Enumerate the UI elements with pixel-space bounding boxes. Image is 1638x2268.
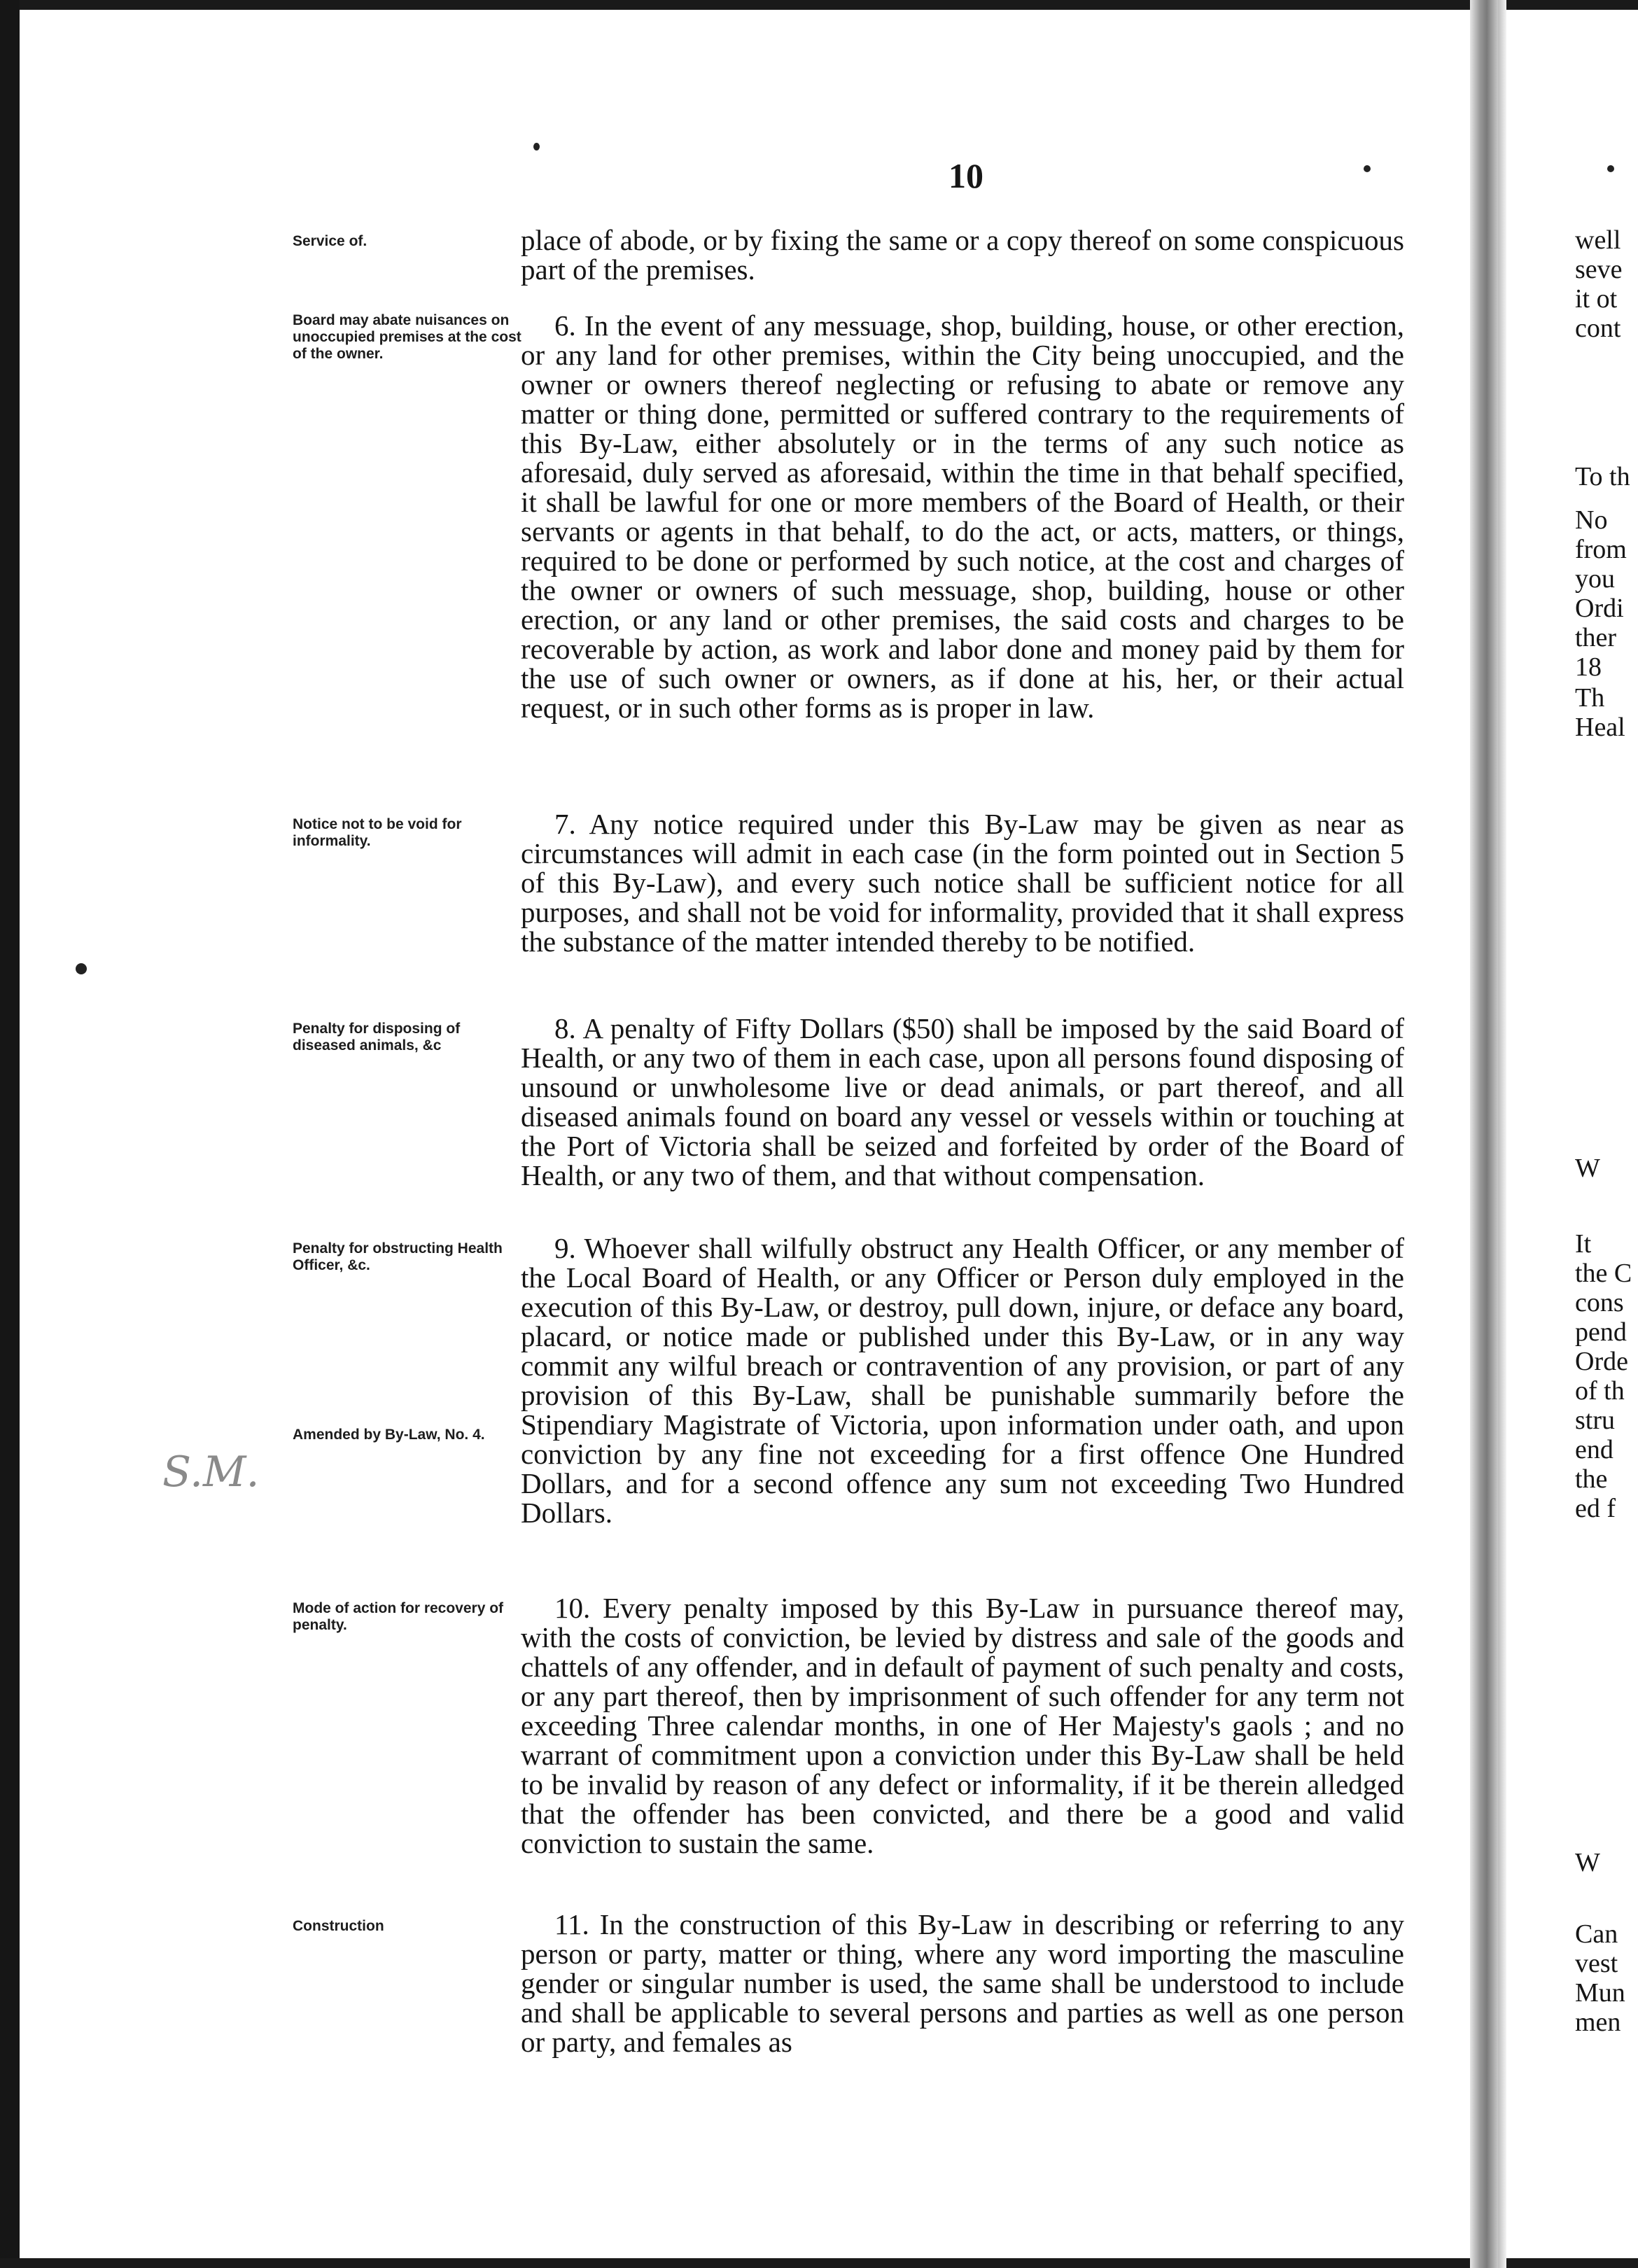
scan-speck — [1364, 165, 1371, 172]
margin-note-penalty-diseased-animals: Penalty for disposing of diseased animals, &c — [293, 1021, 461, 1054]
scan-edge-left — [0, 0, 20, 2268]
margin-note-service: Service of. — [293, 233, 368, 249]
scan-speck — [533, 143, 540, 150]
facing-page-fragment: well — [1575, 225, 1621, 255]
facing-page-fragment: Th — [1575, 683, 1605, 713]
facing-page-fragment: you — [1575, 564, 1615, 594]
facing-page-fragment: pend — [1575, 1317, 1627, 1347]
facing-page-fragment: from — [1575, 535, 1627, 564]
facing-page-fragment: Can — [1575, 1919, 1618, 1949]
facing-page-fragment: ed f — [1575, 1494, 1616, 1523]
facing-page-fragment: vest — [1575, 1949, 1618, 1978]
facing-page-fragment: Ordi — [1575, 594, 1624, 623]
margin-note-penalty-obstructing: Penalty for obstructing Health Officer, &c. — [293, 1240, 503, 1273]
facing-page-fragment: of th — [1575, 1376, 1625, 1406]
facing-page-fragment: seve — [1575, 255, 1623, 284]
facing-page-fragment: Orde — [1575, 1347, 1628, 1376]
paragraph-9: 9. Whoever shall wilfully obstruct any Health Officer, or any member of the Local Board of Health, or any Officer or Person duly employed in the execution of this By-Law, or destroy, pull down, injure, or deface any board, placard, or notice made or published under this By-Law, or in any way commit any wilful breach or contravention of any provision, or part of any provision of this By-Law, shall be punishable summarily before the Stipendiary Magistrate of Victoria, upon information under oath, and upon conviction by any fine not exceeding for a first offence One Hundred Dollars, and for a second offence any sum not exceeding Two Hundred Dollars. — [521, 1232, 1404, 1529]
paragraph-7: 7. Any notice required under this By-Law may be given as near as circumstances will admit in each case (in the form pointed out in Section 5 of this By-Law), and every such notice shall be sufficient notice for all purposes, and shall not be void for informality, provided that it shall express the substance of the matter intended thereby to be notified. — [521, 808, 1404, 958]
paragraph-service-continuation: place of abode, or by fixing the same or a copy thereof on some conspicuous part of the premises. — [521, 224, 1404, 286]
facing-page-fragment: 18 — [1575, 652, 1602, 682]
facing-page-fragment: it ot — [1575, 284, 1618, 314]
scan-edge-top — [0, 0, 1638, 10]
facing-page-fragment: It — [1575, 1229, 1592, 1259]
book-gutter-shadow — [1498, 0, 1506, 2268]
margin-note-board-may-abate: Board may abate nuisances on unoccupied premises at the cost of the owner. — [293, 312, 522, 362]
facing-page-fragment: men — [1575, 2008, 1621, 2037]
margin-note-notice-not-void: Notice not to be void for informality. — [293, 816, 462, 849]
paragraph-8: 8. A penalty of Fifty Dollars ($50) shall be imposed by the said Board of Health, or any two of them in each case, upon all persons found disposing of unsound or unwholesome live or dead animals, or part thereof, and all diseased animals found on board any vessel or vessels within or touching at the Port of Victoria shall be seized and forfeited by order of the Board of Health, or any two of them, and that without compensation. — [521, 1012, 1404, 1191]
book-gutter — [1470, 0, 1498, 2268]
facing-page-fragment: No — [1575, 505, 1608, 535]
facing-page-fragment: To th — [1575, 462, 1630, 491]
facing-page-fragment: W — [1575, 1154, 1600, 1183]
facing-page-fragment: the — [1575, 1464, 1608, 1494]
facing-page-fragment: the C — [1575, 1259, 1632, 1288]
facing-page-fragment: ther — [1575, 623, 1617, 652]
facing-page-fragment: end — [1575, 1435, 1614, 1464]
margin-note-amended: Amended by By-Law, No. 4. — [293, 1427, 485, 1443]
facing-page-fragment: cont — [1575, 314, 1621, 343]
paragraph-6: 6. In the event of any messuage, shop, building, house, or other erection, or any land for other premises, within the City being unoccupied, and the owner or owners thereof neglecting or refusing to abate or remove any matter or thing done, permitted or suffered contrary to the requirements of this By-Law, either absolutely or in the terms of any such notice as aforesaid, duly served as aforesaid, within the time in that behalf specified, it shall be lawful for one or more members of the Board of Health, or their servants or agents in that behalf, to do the act, or acts, matters, or things, required to be done or performed by such notice, at the cost and charges of the owner or owners of such messuage, shop, building, house or other erection, or any land or other premises, the said costs and charges to be recoverable by action, as work and labor done and money paid by them for the use of such owner or owners, as if done at his, her, or their actual request, or in such other forms as is proper in law. — [521, 309, 1404, 724]
paragraph-11: 11. In the construction of this By-Law in describing or referring to any person or party, matter or thing, where any word importing the masculine gender or singular number is used, the same shall be understood to include and shall be applicable to several persons and parties as well as one person or party, and females as — [521, 1908, 1404, 2058]
scan-edge-bottom — [0, 2258, 1638, 2268]
page-number: 10 — [948, 156, 983, 195]
scan-speck — [76, 963, 87, 974]
facing-page-fragment: Heal — [1575, 713, 1625, 742]
scan-speck — [1607, 165, 1614, 172]
facing-page-fragment: Mun — [1575, 1978, 1625, 2008]
margin-note-mode-of-action: Mode of action for recovery of penalty. — [293, 1600, 504, 1633]
facing-page-fragment: stru — [1575, 1406, 1615, 1435]
margin-note-construction: Construction — [293, 1918, 384, 1934]
paragraph-10: 10. Every penalty imposed by this By-Law in pursuance thereof may, with the costs of conviction, be levied by distress and sale of the goods and chattels of any offender, and in default of payment of such penalty and costs, or any part thereof, then by imprisonment of such offender for any term not exceeding Three calendar months, in one of Her Majesty's gaols ; and no warrant of commitment upon a conviction under this By-Law shall be held to be invalid by reason of any defect or informality, if it be therein alledged that the offender has been convicted, and there be a good and valid conviction to sustain the same. — [521, 1592, 1404, 1859]
facing-page-fragment: cons — [1575, 1288, 1624, 1317]
facing-page-fragment: W — [1575, 1848, 1600, 1877]
handwritten-initials: S.M. — [162, 1448, 260, 1497]
